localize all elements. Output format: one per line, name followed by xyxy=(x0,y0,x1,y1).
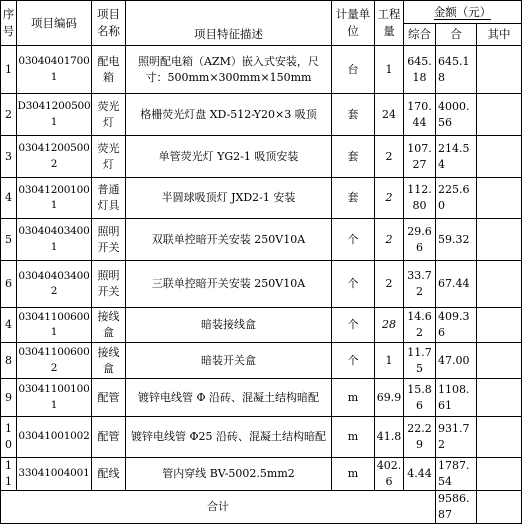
cell-seq: 8 xyxy=(1,343,17,379)
cell-seq: 10 xyxy=(1,417,17,458)
cell-unit: 个 xyxy=(332,261,375,308)
cell-total: 1787.54 xyxy=(436,458,477,491)
cell-price: 14.62 xyxy=(404,308,436,343)
total-label: 合计 xyxy=(1,490,436,523)
cell-qty: 1 xyxy=(375,343,404,379)
cell-qty: 2 xyxy=(375,219,404,261)
table-row xyxy=(1,219,522,261)
cell-code: 03041001002 xyxy=(17,417,92,458)
cell-price: 11.75 xyxy=(404,343,436,379)
cell-price: 112.80 xyxy=(404,178,436,219)
cell-unit: 个 xyxy=(332,219,375,261)
cell-of-which xyxy=(477,458,522,491)
table-row xyxy=(1,261,522,308)
cell-name: 接线盒 xyxy=(92,308,126,343)
cell-desc: 暗装接线盒 xyxy=(126,308,332,343)
cell-total: 59.32 xyxy=(436,219,477,261)
cell-qty: 1 xyxy=(375,46,404,94)
cell-of-which xyxy=(477,136,522,178)
cell-desc: 镀锌电线管 Φ25 沿砖、混凝土结构暗配 xyxy=(126,417,332,458)
cell-price: 645.18 xyxy=(404,46,436,94)
header-of-which: 其中 xyxy=(477,24,522,46)
cell-desc: 双联单控暗开关安装 250V10A xyxy=(126,219,332,261)
cell-unit: 个 xyxy=(332,308,375,343)
cell-of-which xyxy=(477,261,522,308)
cell-price: 4.44 xyxy=(404,458,436,491)
header-unit-price: 综合 xyxy=(404,24,436,46)
cell-total: 409.36 xyxy=(436,308,477,343)
cell-code: 030411006001 xyxy=(17,308,92,343)
header-name: 项目名称 xyxy=(92,1,126,46)
cell-of-which xyxy=(477,308,522,343)
cell-unit: 套 xyxy=(332,178,375,219)
cell-qty: 2 xyxy=(375,261,404,308)
cell-seq: 11 xyxy=(1,458,17,491)
cell-qty: 28 xyxy=(375,308,404,343)
table-row xyxy=(1,379,522,417)
cell-code: D30412005001 xyxy=(17,94,92,136)
cell-total: 1108.61 xyxy=(436,379,477,417)
header-total: 合 xyxy=(436,24,477,46)
cell-desc: 照明配电箱（AZM）嵌入式安装，尺寸：500mm×300mm×150mm xyxy=(126,46,332,94)
cell-of-which xyxy=(477,343,522,379)
cell-of-which xyxy=(477,94,522,136)
cell-of-which xyxy=(477,219,522,261)
cell-qty: 24 xyxy=(375,94,404,136)
cell-qty: 402.6 xyxy=(375,458,404,491)
cell-name: 普通灯具 xyxy=(92,178,126,219)
cell-seq: 6 xyxy=(1,261,17,308)
cell-desc: 镀锌电线管 Φ 沿砖、混凝土结构暗配 xyxy=(126,379,332,417)
table-row xyxy=(1,46,522,94)
cell-seq: 4 xyxy=(1,308,17,343)
cell-price: 15.86 xyxy=(404,379,436,417)
cell-qty: 41.8 xyxy=(375,417,404,458)
cell-code: 030412001001 xyxy=(17,178,92,219)
cell-of-which xyxy=(477,178,522,219)
cell-price: 29.66 xyxy=(404,219,436,261)
table-row xyxy=(1,178,522,219)
table-row xyxy=(1,458,522,491)
cell-qty: 69.9 xyxy=(375,379,404,417)
table-row xyxy=(1,343,522,379)
cell-seq: 5 xyxy=(1,219,17,261)
cell-desc: 半圆球吸顶灯 JXD2-1 安装 xyxy=(126,178,332,219)
cell-total: 225.60 xyxy=(436,178,477,219)
cell-unit: 台 xyxy=(332,46,375,94)
cell-code: 33041004001 xyxy=(17,458,92,491)
cell-price: 33.72 xyxy=(404,261,436,308)
cell-of-which xyxy=(477,417,522,458)
cell-code: 030412005002 xyxy=(17,136,92,178)
cell-code: 030404034001 xyxy=(17,219,92,261)
cell-unit: m xyxy=(332,379,375,417)
cell-seq: 9 xyxy=(1,379,17,417)
cell-name: 荧光灯 xyxy=(92,136,126,178)
cell-name: 配线 xyxy=(92,458,126,491)
header-qty: 工程量 xyxy=(375,1,404,46)
cell-name: 照明开关 xyxy=(92,261,126,308)
header-unit: 计量单位 xyxy=(332,1,375,46)
cell-unit: m xyxy=(332,458,375,491)
cell-price: 22.29 xyxy=(404,417,436,458)
header-amount-label: 金额（元） xyxy=(433,4,492,19)
cell-unit: 个 xyxy=(332,343,375,379)
cell-qty: 2 xyxy=(375,178,404,219)
cell-code: 030404034002 xyxy=(17,261,92,308)
table-row xyxy=(1,136,522,178)
cell-total: 214.54 xyxy=(436,136,477,178)
cell-desc: 暗装开关盒 xyxy=(126,343,332,379)
cell-name: 配管 xyxy=(92,417,126,458)
cell-total: 67.44 xyxy=(436,261,477,308)
cell-total: 47.00 xyxy=(436,343,477,379)
cell-code: 030411001001 xyxy=(17,379,92,417)
cell-seq: 3 xyxy=(1,136,17,178)
table-row xyxy=(1,308,522,343)
cell-total: 931.72 xyxy=(436,417,477,458)
total-row xyxy=(1,490,522,523)
cell-of-which xyxy=(477,46,522,94)
grand-total: 9586.87 xyxy=(436,490,477,523)
cell-desc: 三联单控暗开关安装 250V10A xyxy=(126,261,332,308)
header-amount xyxy=(404,1,522,24)
cell-name: 接线盒 xyxy=(92,343,126,379)
total-of-which-empty xyxy=(477,490,522,523)
cell-seq: 4 xyxy=(1,178,17,219)
table-row xyxy=(1,417,522,458)
cell-desc: 管内穿线 BV-5002.5mm2 xyxy=(126,458,332,491)
cell-unit: 套 xyxy=(332,136,375,178)
header-desc: 项目特征描述 xyxy=(126,1,332,46)
cell-price: 170.44 xyxy=(404,94,436,136)
table-row xyxy=(1,94,522,136)
cell-seq: 2 xyxy=(1,94,17,136)
cell-code: 030404017001 xyxy=(17,46,92,94)
cell-of-which xyxy=(477,379,522,417)
cell-qty: 2 xyxy=(375,136,404,178)
cell-unit: m xyxy=(332,417,375,458)
cell-desc: 格栅荧光灯盘 XD-512-Y20×3 吸顶 xyxy=(126,94,332,136)
header-code: 项目编码 xyxy=(17,1,92,46)
cell-price: 107.27 xyxy=(404,136,436,178)
cell-desc: 单管荧光灯 YG2-1 吸顶安装 xyxy=(126,136,332,178)
header-row-top xyxy=(1,1,522,24)
cell-unit: 套 xyxy=(332,94,375,136)
cell-code: 030411006002 xyxy=(17,343,92,379)
header-seq: 序号 xyxy=(1,1,17,46)
cell-total: 645.18 xyxy=(436,46,477,94)
cell-total: 4000.56 xyxy=(436,94,477,136)
cell-seq: 1 xyxy=(1,46,17,94)
cell-name: 配电箱 xyxy=(92,46,126,94)
cell-name: 荧光灯 xyxy=(92,94,126,136)
cell-name: 照明开关 xyxy=(92,219,126,261)
cell-name: 配管 xyxy=(92,379,126,417)
